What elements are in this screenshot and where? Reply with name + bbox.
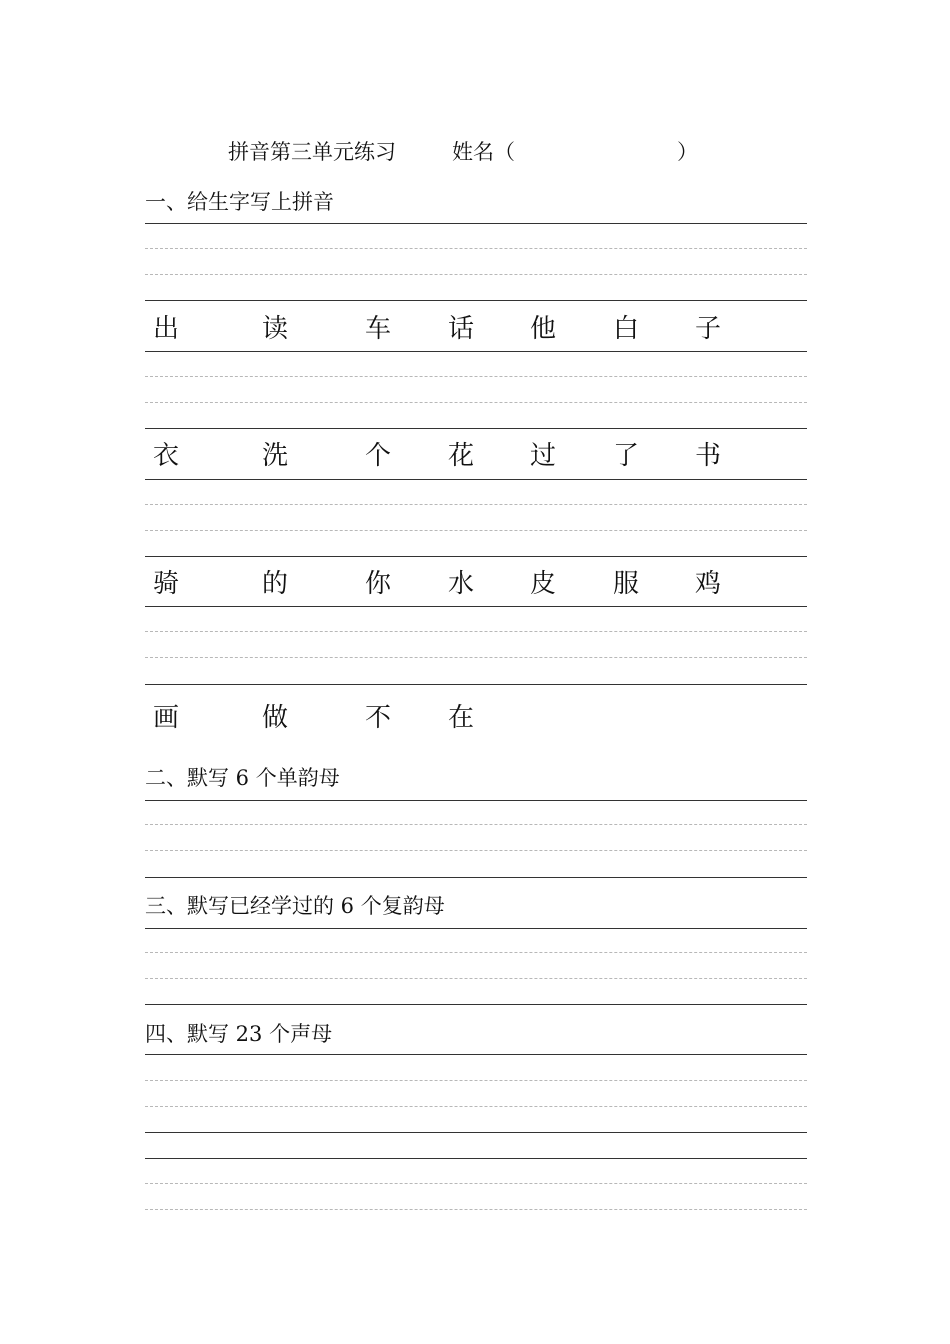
writing-line-dashed	[145, 1183, 807, 1184]
char-cell: 水	[448, 569, 475, 599]
writing-line-dashed	[145, 824, 807, 825]
name-close-paren: ）	[677, 140, 698, 164]
char-cell: 皮	[530, 569, 557, 599]
char-cell: 不	[365, 703, 392, 733]
writing-line-solid	[145, 1158, 807, 1159]
char-cell: 鸡	[695, 569, 722, 599]
section-4-heading: 四、默写 23 个声母	[145, 1022, 333, 1046]
writing-line-dashed	[145, 530, 807, 531]
char-cell: 了	[613, 441, 640, 471]
writing-line-dashed	[145, 1106, 807, 1107]
char-cell: 衣	[153, 441, 180, 471]
char-cell: 做	[262, 703, 289, 733]
writing-line-solid	[145, 1132, 807, 1133]
writing-line-solid	[145, 300, 807, 301]
writing-line-solid	[145, 1004, 807, 1005]
writing-line-dashed	[145, 978, 807, 979]
char-cell: 书	[695, 441, 722, 471]
writing-line-solid	[145, 428, 807, 429]
writing-line-solid	[145, 556, 807, 557]
char-cell: 在	[448, 703, 475, 733]
char-cell: 洗	[262, 441, 289, 471]
writing-line-solid	[145, 800, 807, 801]
writing-line-dashed	[145, 274, 807, 275]
writing-line-dashed	[145, 402, 807, 403]
writing-line-solid	[145, 1054, 807, 1055]
writing-line-dashed	[145, 631, 807, 632]
char-cell: 骑	[153, 569, 180, 599]
char-cell: 服	[613, 569, 640, 599]
writing-line-dashed	[145, 1080, 807, 1081]
writing-line-solid	[145, 351, 807, 352]
char-cell: 他	[530, 314, 557, 344]
char-cell: 话	[448, 314, 475, 344]
char-cell: 子	[695, 314, 722, 344]
char-cell: 过	[530, 441, 557, 471]
writing-line-dashed	[145, 657, 807, 658]
section-1-heading: 一、给生字写上拼音	[145, 190, 334, 214]
writing-line-solid	[145, 479, 807, 480]
writing-line-dashed	[145, 248, 807, 249]
writing-line-dashed	[145, 1209, 807, 1210]
char-cell: 画	[153, 703, 180, 733]
writing-line-solid	[145, 223, 807, 224]
writing-line-dashed	[145, 952, 807, 953]
char-cell: 车	[365, 314, 392, 344]
char-cell: 白	[613, 314, 640, 344]
writing-line-solid	[145, 684, 807, 685]
name-label: 姓名（	[452, 140, 515, 164]
char-cell: 个	[365, 441, 392, 471]
char-cell: 你	[365, 569, 392, 599]
writing-line-dashed	[145, 850, 807, 851]
worksheet-title: 拼音第三单元练习	[228, 140, 396, 164]
section-2-heading: 二、默写 6 个单韵母	[145, 766, 340, 790]
char-cell: 出	[153, 314, 180, 344]
writing-line-solid	[145, 928, 807, 929]
writing-line-solid	[145, 877, 807, 878]
writing-line-solid	[145, 606, 807, 607]
section-3-heading: 三、默写已经学过的 6 个复韵母	[145, 894, 445, 918]
char-cell: 的	[262, 569, 289, 599]
writing-line-dashed	[145, 376, 807, 377]
char-cell: 花	[448, 441, 475, 471]
writing-line-dashed	[145, 504, 807, 505]
char-cell: 读	[262, 314, 289, 344]
